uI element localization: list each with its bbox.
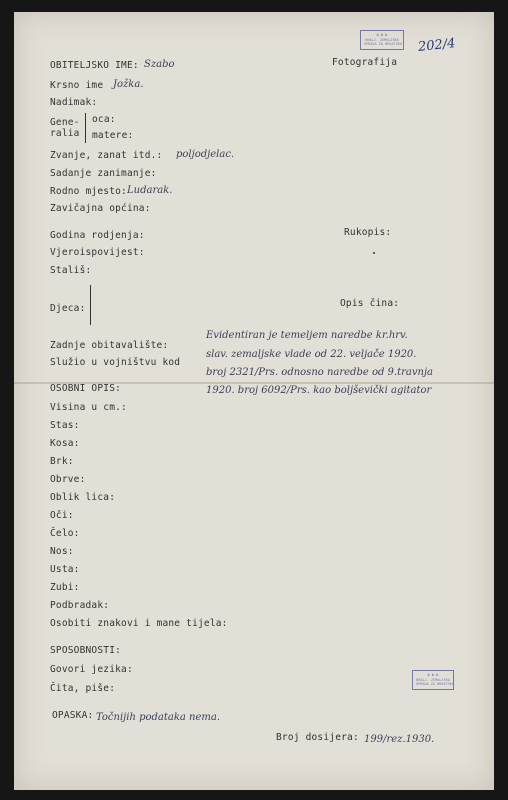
file-number-label: Broj dosijera:	[276, 732, 359, 743]
mother-label: matere:	[92, 130, 134, 141]
official-stamp-top	[360, 30, 404, 50]
moustache-label: Brk:	[50, 456, 74, 467]
generalia-brace	[85, 113, 86, 143]
languages-label: Govori jezika:	[50, 664, 133, 675]
teeth-label: Zubi:	[50, 582, 80, 593]
stamp-text: KRALJ. ZEMALJSKA	[416, 677, 450, 682]
crime-text-line-4: 1920. broj 6092/Prs. kao boljševički agitator	[206, 385, 432, 396]
hair-label: Kosa:	[50, 438, 80, 449]
special-marks-label: Osobiti znakovi i mane tijela:	[50, 618, 228, 629]
occupation-value: poljodjelac.	[176, 149, 235, 160]
note-label: OPASKA:	[52, 710, 94, 721]
chin-label: Podbradak:	[50, 600, 110, 611]
stamp-text: № № №	[427, 673, 439, 677]
nickname-label: Nadimak:	[50, 97, 98, 108]
stamp-text: KRALJ. ZEMALJSKA	[365, 37, 399, 42]
eyes-label: Oči:	[50, 510, 74, 521]
military-label: Služio u vojništvu kod	[50, 357, 181, 368]
children-label: Djeca:	[50, 303, 86, 314]
description-heading: OSOBNI OPIS:	[50, 383, 122, 394]
birth-year-label: Godina rodjenja:	[50, 230, 145, 241]
crime-text-line-1: Evidentiran je temeljem naredbe kr.hrv.	[206, 330, 408, 341]
first-name-value: Jožka.	[113, 79, 144, 90]
home-municipality-label: Zavičajna općina:	[50, 203, 151, 214]
surname-value: Szabo	[144, 59, 175, 70]
official-stamp-bottom	[412, 670, 454, 690]
generalia-label-1: Gene-	[50, 117, 80, 128]
crime-description-label: Opis čina:	[340, 298, 400, 309]
mouth-label: Usta:	[50, 564, 80, 575]
handwriting-label: Rukopis:	[344, 227, 392, 238]
father-label: oca:	[92, 114, 116, 125]
current-occupation-label: Sadanje zanimanje:	[50, 168, 157, 179]
height-label: Visina u cm.:	[50, 402, 127, 413]
crime-text-line-3: broj 2321/Prs. odnosno naredbe od 9.travnja	[206, 367, 434, 378]
file-number-value: 199/rez.1930.	[364, 734, 435, 745]
nose-label: Nos:	[50, 546, 74, 557]
stature-label: Stas:	[50, 420, 80, 431]
first-name-label: Krsno ime	[50, 80, 104, 91]
ink-dot	[373, 252, 375, 254]
abilities-heading: SPOSOBNOSTI:	[50, 645, 122, 656]
reads-writes-label: Čita, piše:	[50, 683, 116, 694]
occupation-label: Zvanje, zanat itd.:	[50, 150, 163, 161]
religion-label: Vjeroispovijest:	[50, 247, 145, 258]
crime-text-line-2: slav. zemaljske vlade od 22. veljače 1920.	[206, 349, 417, 360]
eyebrows-label: Obrve:	[50, 474, 86, 485]
surname-label: OBITELJSKO IME:	[50, 60, 139, 71]
photo-label: Fotografija	[332, 57, 398, 68]
children-brace	[90, 285, 91, 325]
last-residence-label: Zadnje obitavalište:	[50, 340, 169, 351]
note-value: Točnijih podataka nema.	[96, 712, 221, 723]
forehead-label: Čelo:	[50, 528, 80, 539]
status-label: Stališ:	[50, 265, 92, 276]
stamp-text: № № №	[376, 33, 388, 37]
face-shape-label: Oblik lica:	[50, 492, 116, 503]
stamp-text: UPRAVA ZA HRVATSKU	[416, 682, 454, 686]
birthplace-label: Rodno mjesto:	[50, 186, 127, 197]
generalia-label-2: ralia	[50, 128, 80, 139]
birthplace-value: Ludarak.	[127, 185, 173, 196]
handwritten-file-number: 202/4	[417, 36, 457, 55]
stamp-text: UPRAVA ZA HRVATSKU	[364, 42, 402, 46]
